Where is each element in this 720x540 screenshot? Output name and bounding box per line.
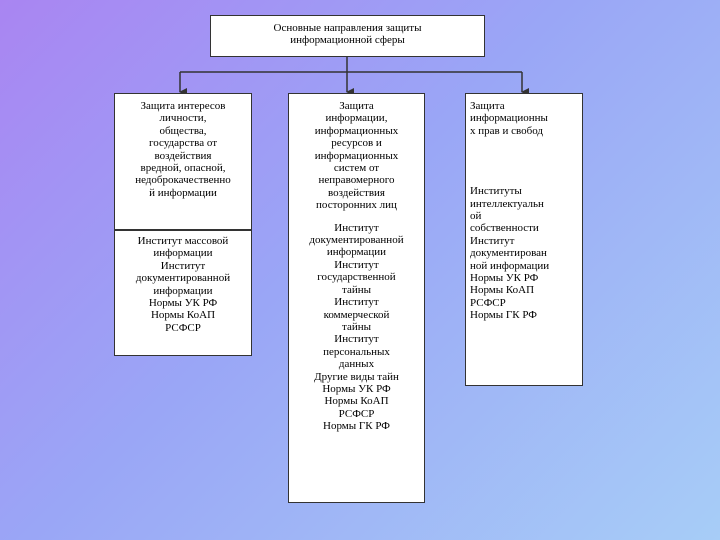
root-title-box: [210, 15, 485, 57]
column2-heading: Защита информации, информационных ресурсов и информационных систем от неправомерного воздействия посторонних лиц: [314, 100, 399, 212]
root-title: Основные направления защиты информационной сферы: [273, 22, 422, 47]
column1-body: Институт массовой информации Институт документированной информации Нормы УК РФ Нормы КоАП РСФСР: [135, 235, 231, 334]
column1-body-box: [114, 230, 252, 356]
column3-box: [465, 93, 583, 386]
column3-heading: Защита информационны х прав и свобод: [470, 100, 548, 137]
column1-heading-box: [114, 93, 252, 230]
column1-heading: Защита интересов личности, общества, государства от воздействия вредной, опасной, недоброкачественно й информации: [135, 100, 231, 199]
column2-box: [288, 93, 425, 503]
column3-body: Институты интеллектуальн ой собственности Институт документирован ной информации Нормы УК РФ Нормы КоАП РСФСР Нормы ГК РФ: [470, 185, 550, 322]
column2-body: Институт документированной информации Институт государственной тайны Институт коммерческой тайны Институт персональных данных Другие виды тайн Нормы УК РФ Нормы КоАП РСФСР Нормы ГК РФ: [309, 221, 404, 433]
